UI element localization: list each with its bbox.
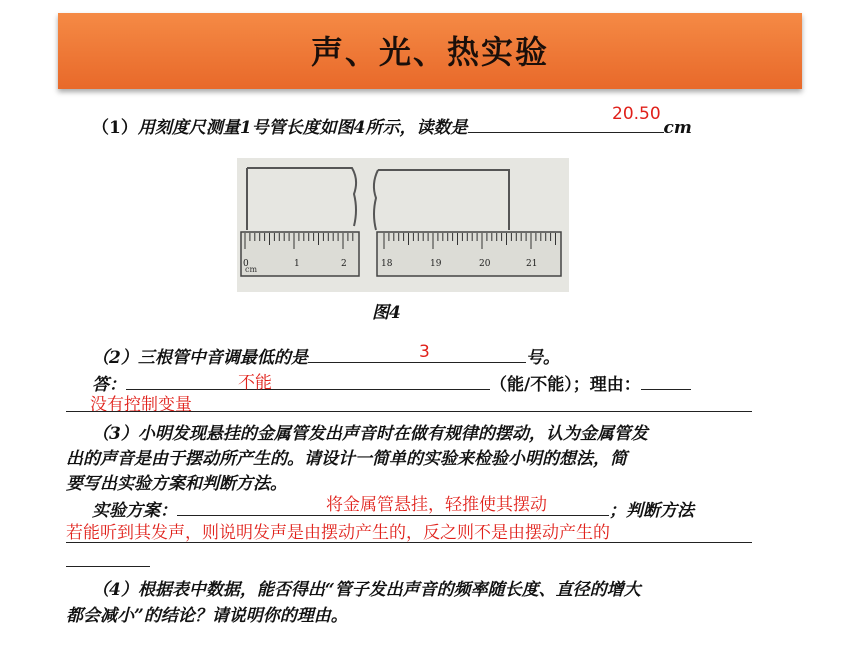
tick-label: 21 (526, 259, 538, 269)
q3-line3: 要写出实验方案和判断方法。 (66, 474, 287, 494)
q3-answer-method: 若能听到其发声，则说明发声是由摆动产生的，反之则不是由摆动产生的 (66, 523, 610, 543)
q2-answer-can: 不能 (238, 373, 272, 393)
q2-answer-reason: 没有控制变量 (90, 395, 192, 415)
q2-reason-line (66, 411, 752, 412)
q2-blank (308, 348, 526, 363)
ruler-figure (237, 158, 569, 292)
q1-text: 用刻度尺测量1号管长度如图4所示，读数是 (137, 118, 468, 138)
q3-line1: （3）小明发现悬挂的金属管发出声音时在做有规律的摆动，认为金属管发 (92, 424, 648, 444)
q2-answer: 3 (419, 342, 430, 362)
tick-label: 20 (479, 259, 491, 269)
q3-method-line-end (66, 566, 150, 567)
q1-answer: 20.50 (612, 104, 661, 124)
tick-label: 2 (341, 259, 347, 269)
figure-caption: 图4 (372, 303, 401, 323)
q4-line2: 都会减小”的结论？请说明你的理由。 (66, 606, 348, 626)
ruler-unit-mark: cm (245, 265, 258, 274)
q4-line1: （4）根据表中数据，能否得出“管子发出声音的频率随长度、直径的增大 (92, 580, 641, 600)
q1-number: （1） (92, 118, 138, 138)
q2-answer-prefix: 答： (92, 375, 126, 395)
q2-can-blank (126, 375, 490, 390)
tick-label: 19 (430, 259, 442, 269)
q3-method-line (66, 542, 752, 543)
q3-line2: 出的声音是由于摆动所产生的。请设计一简单的实验来检验小明的想法，简 (66, 449, 627, 469)
q1-unit: cm (663, 118, 692, 138)
q2-line (92, 343, 560, 368)
page-title: 声、光、热实验 (310, 33, 549, 71)
q3-plan-label: 实验方案： (92, 501, 177, 521)
q3-method-label: ；判断方法 (609, 501, 694, 521)
tick-label: 0 (243, 259, 249, 269)
q3-answer-plan: 将金属管悬挂，轻推使其摆动 (326, 495, 547, 515)
ruler-labels (237, 158, 569, 292)
q2-answer-mid: （能/不能）；理由： (490, 375, 641, 395)
q2-text: （2）三根管中音调最低的是 (92, 348, 308, 368)
q2-suffix: 号。 (525, 348, 560, 368)
title-banner (58, 13, 802, 89)
q1-line (92, 113, 692, 138)
tick-label: 18 (381, 259, 393, 269)
q2-reason-blank (641, 375, 691, 390)
tick-label: 1 (294, 259, 300, 269)
